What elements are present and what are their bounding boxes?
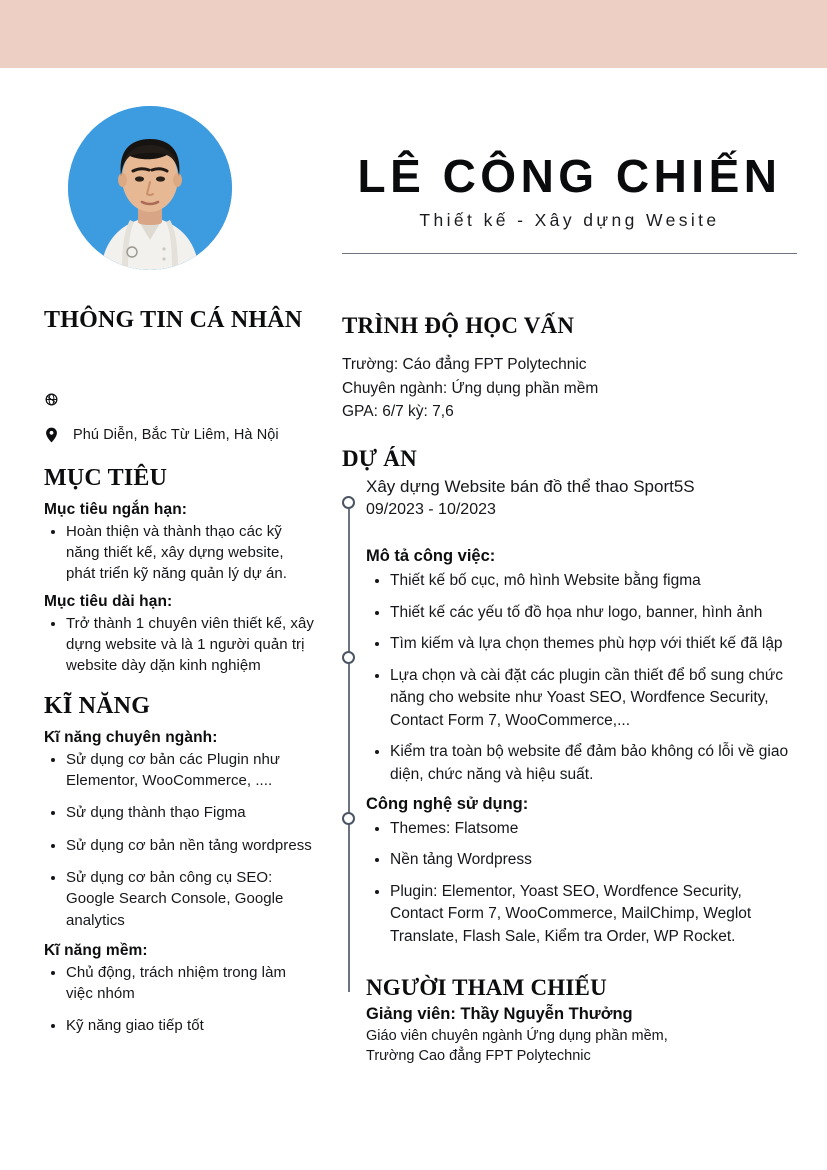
- timeline-marker-3: [342, 812, 355, 825]
- list-item: • Sử dụng cơ bản công cụ SEO: Google Search Console, Google analytics: [66, 867, 314, 931]
- skills-technical-label: Kĩ năng chuyên ngành:: [44, 728, 218, 746]
- page-title: LÊ CÔNG CHIẾN: [357, 150, 782, 202]
- left-column: [44, 100, 314, 1048]
- skills-heading: KĨ NĂNG: [44, 693, 151, 720]
- project-link[interactable]: [366, 519, 797, 545]
- objective-heading: MỤC TIÊU: [44, 465, 168, 492]
- project-technology-list: [366, 818, 797, 948]
- reference-desc-line2: Trường Cao đẳng FPT Polytechnic: [366, 1048, 591, 1065]
- list-item: • Chủ động, trách nhiệm trong làm việc nhóm: [66, 962, 314, 1005]
- reference-heading: NGƯỜI THAM CHIẾU: [366, 975, 607, 1001]
- job-role-subtitle: Thiết kế - Xây dựng Wesite: [419, 210, 720, 231]
- location-pin-icon: [44, 427, 59, 443]
- timeline-line: [348, 500, 350, 992]
- globe-icon: [44, 393, 59, 406]
- objective-long-group: [44, 593, 314, 677]
- timeline-marker-1: [342, 496, 355, 509]
- list-item: • Thiết kế bố cục, mô hình Website bằng figma: [390, 570, 797, 592]
- project-entry: [342, 476, 797, 948]
- list-item: • Thiết kế các yếu tố đồ họa như logo, banner, hình ảnh: [390, 602, 797, 624]
- timeline-marker-2: [342, 651, 355, 664]
- list-item: • Trở thành 1 chuyên viên thiết kế, xây dựng website và là 1 người quản trị website dày dặn kinh nghiệm: [66, 613, 314, 677]
- skills-technical-group: [44, 729, 314, 931]
- list-item: • Tìm kiếm và lựa chọn themes phù hợp với thiết kế đã lập: [390, 633, 797, 655]
- education-gpa: GPA: 6/7 kỳ: 7,6: [342, 402, 454, 420]
- contact-row-globe[interactable]: [44, 388, 314, 410]
- objective-short-group: [44, 501, 314, 585]
- project-title: Xây dựng Website bán đồ thể thao Sport5S: [366, 477, 695, 497]
- list-item: • Lựa chọn và cài đặt các plugin cần thiết để bổ sung chức năng cho website như Yoast SEO, Wordfence Security, Contact Form 7, WooCommerce,...: [390, 665, 797, 732]
- reference-name: Giảng viên: Thầy Nguyễn Thưởng: [366, 1005, 633, 1024]
- education-major: Chuyên ngành: Ứng dụng phần mềm: [342, 379, 599, 397]
- personal-info-heading: THÔNG TIN CÁ NHÂN: [44, 307, 303, 333]
- list-item: • Nền tảng Wordpress: [390, 849, 797, 871]
- reference-entry: [342, 1005, 797, 1066]
- list-item: • Hoàn thiện và thành thạo các kỹ năng thiết kế, xây dựng website, phát triển kỹ năng quản lý dự án.: [66, 521, 314, 585]
- right-column: [342, 100, 797, 1066]
- list-item: • Kỹ năng giao tiếp tốt: [66, 1015, 314, 1036]
- project-description-label: Mô tả công việc:: [366, 547, 496, 566]
- education-school: Trường: Cáo đẳng FPT Polytechnic: [342, 356, 587, 374]
- header-divider: [342, 253, 797, 254]
- objective-short-label: Mục tiêu ngắn hạn:: [44, 500, 188, 518]
- contact-row-address[interactable]: [44, 424, 314, 446]
- objective-long-list: [44, 613, 314, 677]
- skills-soft-group: [44, 942, 314, 1037]
- avatar: [68, 106, 232, 270]
- portrait-photo-icon: [68, 106, 232, 270]
- contact-list: [44, 388, 314, 446]
- list-item: • Plugin: Elementor, Yoast SEO, Wordfence Security, Contact Form 7, WooCommerce, MailChimp, Weglot Translate, Flash Sale, Kiểm tra Order, WP Rocket.: [390, 881, 797, 948]
- list-item: • Kiểm tra toàn bộ website để đảm bảo không có lỗi về giao diện, chức năng và hiệu suất.: [390, 741, 797, 786]
- objective-short-list: [44, 521, 314, 585]
- education-heading: TRÌNH ĐỘ HỌC VẤN: [342, 313, 575, 339]
- list-item: • Sử dụng cơ bản nền tảng wordpress: [66, 835, 314, 856]
- top-banner: [0, 0, 827, 68]
- project-technology-label: Công nghệ sử dụng:: [366, 794, 529, 813]
- project-date: 09/2023 - 10/2023: [366, 501, 496, 519]
- projects-heading: DỰ ÁN: [342, 446, 417, 472]
- list-item: • Sử dụng cơ bản các Plugin như Elementor, WooCommerce, ....: [66, 749, 314, 792]
- reference-desc-line1: Giáo viên chuyên ngành Ứng dụng phần mềm,: [366, 1028, 668, 1045]
- list-item: • Themes: Flatsome: [390, 818, 797, 840]
- objective-long-label: Mục tiêu dài hạn:: [44, 592, 173, 610]
- skills-soft-label: Kĩ năng mềm:: [44, 941, 148, 959]
- address-value: Phú Diễn, Bắc Từ Liêm, Hà Nội: [73, 427, 279, 444]
- skills-technical-list: [44, 749, 314, 931]
- list-item: • Sử dụng thành thạo Figma: [66, 802, 314, 823]
- skills-soft-list: [44, 962, 314, 1037]
- project-description-list: [366, 570, 797, 786]
